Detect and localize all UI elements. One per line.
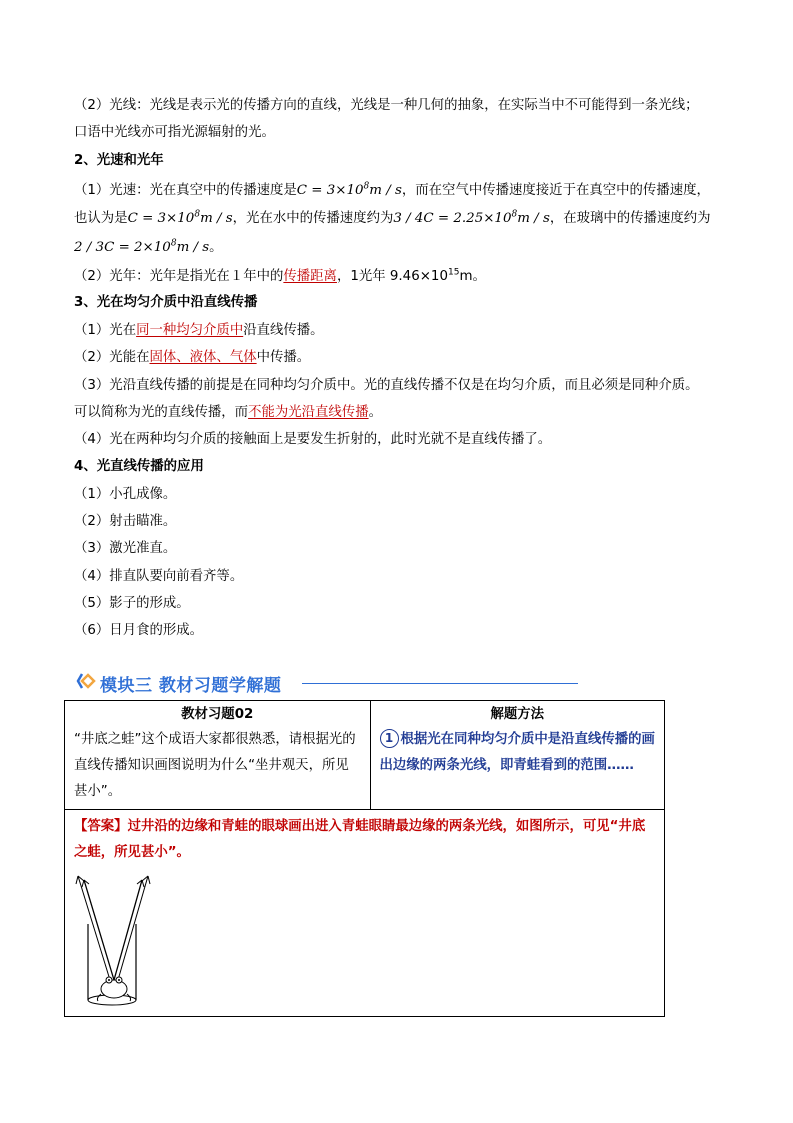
formula-base: C = 3×10 (296, 183, 364, 198)
text: 可以简称为光的直线传播，而 (74, 405, 249, 420)
answer-text: 过井沿的边缘和青蛙的眼球画出进入青蛙眼睛最边缘的两条光线，如图所示，可见“井底之蛙，所见甚小”。 (74, 819, 646, 860)
answer-tag: 【答案】 (74, 819, 128, 834)
formula (297, 183, 402, 198)
exercise-table (64, 700, 665, 1017)
method-text (380, 725, 656, 779)
formula-exp: 8 (363, 181, 370, 192)
text: 也认为是 (74, 211, 128, 226)
text: ，光在水中的传播速度约为 (232, 211, 394, 226)
list-item: （4）排直队要向前看齐等。 (74, 569, 244, 584)
list-item: （1）小孔成像。 (74, 487, 177, 502)
text: ，在玻璃中的传播速度约为 (549, 211, 711, 226)
exercise-label: 教材习题02 (181, 707, 254, 722)
formula (128, 211, 233, 226)
highlight-text: 不能为光沿直线传播 (248, 405, 369, 420)
paragraph-light-speed (74, 181, 710, 201)
double-chevron-icon (76, 673, 96, 694)
list-item: （2）射击瞄准。 (74, 514, 177, 529)
text: 沿直线传播。 (243, 323, 324, 338)
well-frog-diagram (74, 872, 164, 1012)
method-label: 解题方法 (490, 707, 545, 722)
paragraph: 口语中光线亦可指光源辐射的光。 (74, 125, 275, 140)
formula-base: C = 3×10 (127, 211, 195, 226)
highlight-text: 固体、液体、气体 (149, 350, 257, 365)
formula-exp: 8 (194, 209, 201, 220)
frog-icon (97, 977, 130, 1001)
text: 中传播。 (256, 350, 311, 365)
light-ray-left-outer (78, 876, 110, 980)
list-item (74, 321, 324, 341)
highlight-text: 同一种均匀介质中 (136, 323, 244, 338)
step-number-badge: 1 (380, 729, 399, 748)
list-item-continuation (74, 403, 382, 423)
formula (393, 211, 549, 226)
text: 。 (209, 240, 223, 255)
formula-unit: m / s (517, 211, 550, 226)
table-row (65, 701, 665, 810)
text: （2）光年：光年是指光在１年中的 (74, 269, 284, 284)
section-heading-speed: 2、光速和光年 (74, 153, 164, 168)
exponent: 15 (447, 267, 460, 278)
text: ，而在空气中传播速度接近于在真空中的传播速度， (401, 183, 710, 198)
paragraph: （2）光线：光线是表示光的传播方向的直线，光线是一种几何的抽象，在实际当中不可能得到一条光线； (74, 98, 699, 113)
module-header (76, 670, 281, 696)
text: m。 (459, 269, 486, 284)
list-item: （6）日月食的形成。 (74, 623, 204, 638)
method-body: 根据光在同种均匀介质中是沿直线传播的画出边缘的两条光线，即青蛙看到的范围…… (379, 732, 655, 773)
answer-cell (65, 810, 665, 1017)
list-item: （3）激光准直。 (74, 541, 177, 556)
formula-exp: 8 (511, 209, 518, 220)
method-cell (370, 701, 665, 810)
formula-unit: m / s (369, 183, 402, 198)
module-title: 模块三 教材习题学解题 (100, 675, 282, 696)
highlight-text: 传播距离 (283, 269, 337, 284)
list-item (74, 348, 310, 368)
double-chevron-icon-svg (76, 673, 96, 689)
formula (74, 240, 209, 255)
question-cell (65, 701, 371, 810)
text: （2）光能在 (74, 350, 150, 365)
text: ，1光年 9.46×10 (336, 269, 448, 284)
list-item: （5）影子的形成。 (74, 596, 190, 611)
table-row (65, 810, 665, 1017)
paragraph-light-speed-3 (74, 238, 223, 258)
module-divider (302, 683, 578, 684)
answer-text-block (74, 814, 655, 866)
list-item: （3）光沿直线传播的前提是在同种均匀介质中。光的直线传播不仅是在均匀介质，而且必须是同种介质。 (74, 378, 699, 393)
section-heading-apply: 4、光直线传播的应用 (74, 459, 204, 474)
paragraph-light-speed-2 (74, 209, 711, 229)
text: （1）光在 (74, 323, 137, 338)
formula-base: 2 / 3C = 2×10 (74, 240, 171, 255)
text: （1）光速：光在真空中的传播速度是 (74, 183, 297, 198)
formula-unit: m / s (176, 240, 210, 255)
light-ray-right-outer (118, 876, 148, 980)
paragraph-light-year (74, 267, 486, 287)
text: 。 (368, 405, 382, 420)
question-text: “井底之蛙”这个成语大家都很熟悉，请根据光的直线传播知识画图说明为什么“坐井观天，所见甚小”。 (74, 732, 356, 799)
list-item: （4）光在两种均匀介质的接触面上是要发生折射的，此时光就不是直线传播了。 (74, 432, 552, 447)
section-heading-straight: 3、光在均匀介质中沿直线传播 (74, 295, 258, 310)
light-ray-right (114, 880, 142, 980)
formula-exp: 8 (170, 238, 177, 249)
formula-base: 3 / 4C = 2.25×10 (393, 211, 512, 226)
formula-unit: m / s (200, 211, 233, 226)
